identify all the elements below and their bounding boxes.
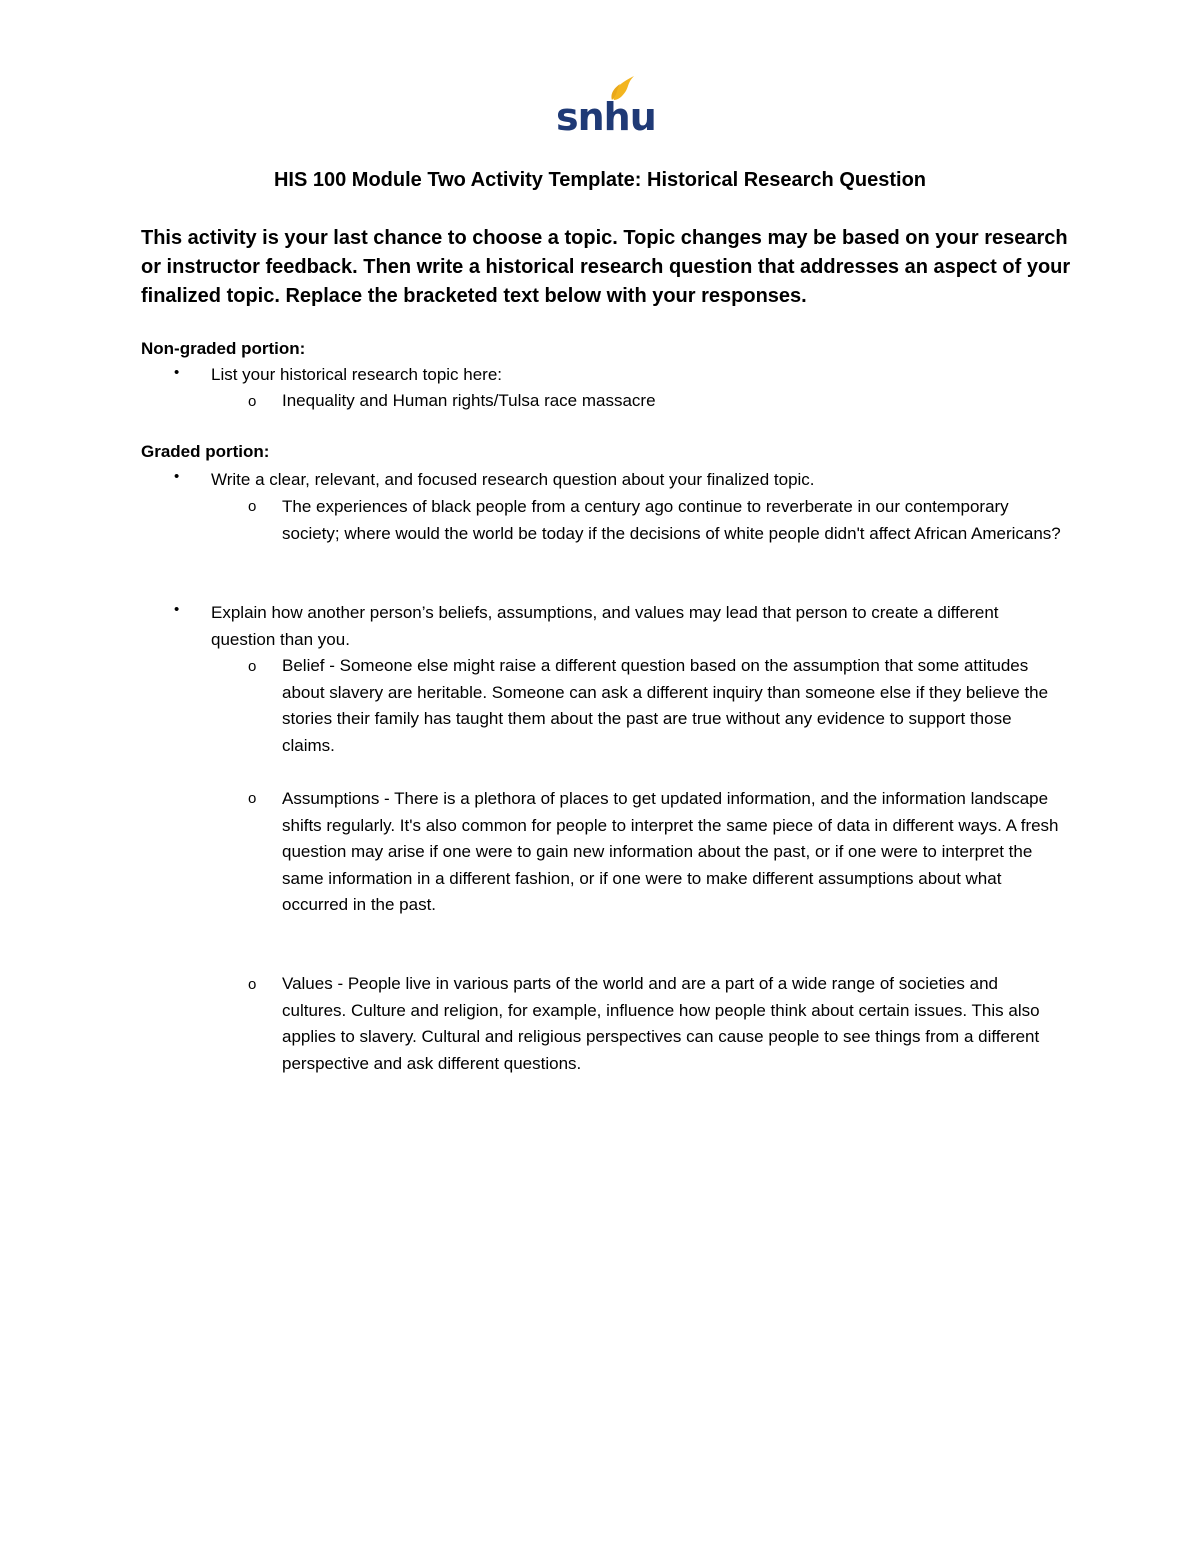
non-graded-heading: Non-graded portion: xyxy=(141,339,306,358)
snhu-logo-text: snhu xyxy=(556,95,656,139)
question-answer: The experiences of black people from a century ago continue to reverberate in our contemporary society; where would the world be today if the decisions of white people didn't affect African Americans? xyxy=(282,497,1061,543)
bullet-marker: • xyxy=(174,601,180,618)
values-answer: Values - People live in various parts of the world and are a part of a wide range of societies and cultures. Culture and religion, for example, influence how people think about certain issues. This also applies to slavery. Cultural and religious perspectives can cause people to see things from a different perspective and ask different questions. xyxy=(282,974,1040,1073)
sub-bullet-marker: o xyxy=(248,498,257,515)
topic-prompt: List your historical research topic here: xyxy=(211,365,503,384)
belief-answer: Belief - Someone else might raise a different question based on the assumption that some attitudes about slavery are heritable. Someone can ask a different inquiry than someone else if they believe the stories their family has taught them about the past are true without any evidence to support those claims. xyxy=(282,656,1049,755)
sub-bullet-marker: o xyxy=(248,658,257,675)
question-prompt: Write a clear, relevant, and focused research question about your finalized topic. xyxy=(211,470,815,489)
snhu-logo xyxy=(552,70,656,139)
bullet-marker: • xyxy=(174,364,180,381)
document-title: HIS 100 Module Two Activity Template: Historical Research Question xyxy=(273,169,926,191)
explain-prompt: Explain how another person’s beliefs, assumptions, and values may lead that person to create a different question than you. xyxy=(211,603,999,649)
sub-bullet-marker: o xyxy=(248,790,257,807)
topic-answer: Inequality and Human rights/Tulsa race massacre xyxy=(282,391,656,410)
bullet-marker: • xyxy=(174,468,180,485)
intro-paragraph: This activity is your last chance to choose a topic. Topic changes may be based on your research or instructor feedback. Then write a historical research question that addresses an aspect of your finalized topic. Replace the bracketed text below with your responses. xyxy=(141,227,1071,307)
graded-heading: Graded portion: xyxy=(141,442,270,461)
sub-bullet-marker: o xyxy=(248,393,257,410)
sub-bullet-marker: o xyxy=(248,976,257,993)
assumptions-answer: Assumptions - There is a plethora of places to get updated information, and the information landscape shifts regularly. It's also common for people to interpret the same piece of data in different ways. A fresh question may arise if one were to gain new information about the past, or if one were to interpret the same information in a different fashion, or if one were to make different assumptions about what occurred in the past. xyxy=(282,789,1059,914)
